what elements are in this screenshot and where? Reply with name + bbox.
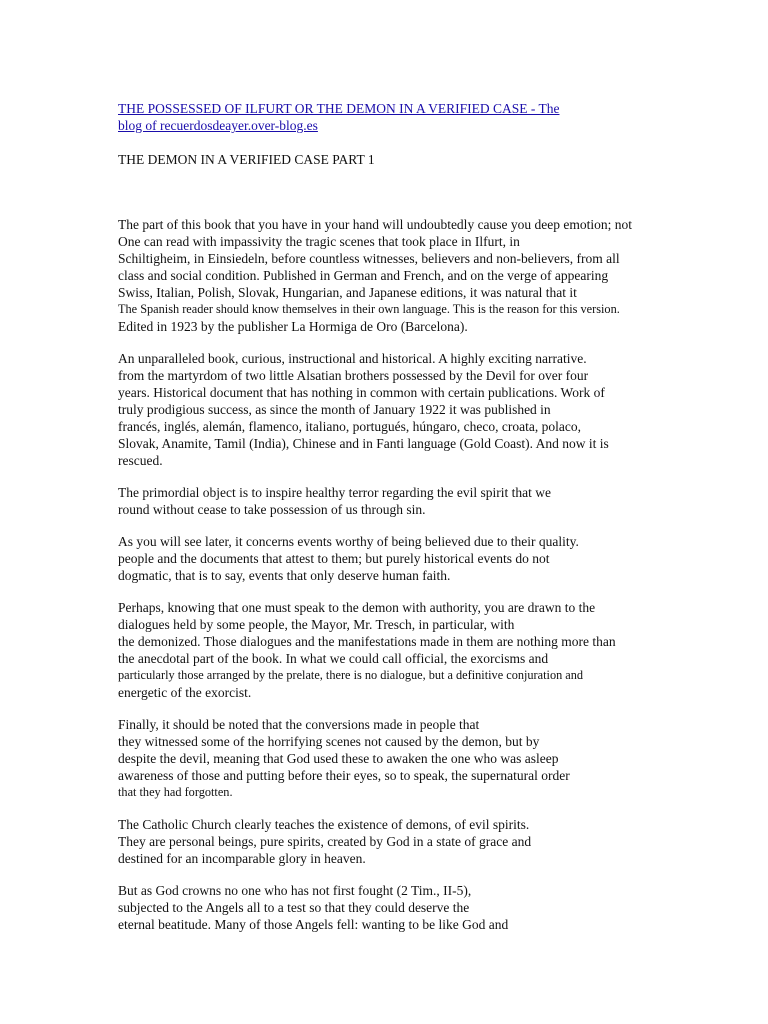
text-line: energetic of the exorcist. <box>118 685 252 700</box>
text-line: Perhaps, knowing that one must speak to the demon with authority, you are drawn to the <box>118 600 596 615</box>
text-line: An unparalleled book, curious, instructional and historical. A highly exciting narrative. <box>118 351 587 366</box>
text-line: Edited in 1923 by the publisher La Hormiga de Oro (Barcelona). <box>118 319 468 334</box>
document-body <box>118 216 718 948</box>
text-line: people and the documents that attest to them; but purely historical events do not <box>118 551 550 566</box>
text-line: They are personal beings, pure spirits, created by God in a state of grace and <box>118 834 532 849</box>
text-line: class and social condition. Published in German and French, and on the verge of appearing <box>118 268 609 283</box>
text-line: round without cease to take possession of us through sin. <box>118 502 426 517</box>
source-link-line[interactable]: THE POSSESSED OF ILFURT OR THE DEMON IN A VERIFIED CASE - The <box>118 101 560 116</box>
text-line: One can read with impassivity the tragic scenes that took place in Ilfurt, in <box>118 234 520 249</box>
source-link[interactable] <box>118 100 678 134</box>
paragraph <box>118 533 718 584</box>
paragraph <box>118 216 718 335</box>
text-line: Schiltigheim, in Einsiedeln, before countless witnesses, believers and non-believers, from all <box>118 251 620 266</box>
text-line: destined for an incomparable glory in heaven. <box>118 851 366 866</box>
text-line: dialogues held by some people, the Mayor, Mr. Tresch, in particular, with <box>118 617 515 632</box>
text-line: The part of this book that you have in your hand will undoubtedly cause you deep emotion; not <box>118 217 633 232</box>
text-line: awareness of those and putting before their eyes, so to speak, the supernatural order <box>118 768 570 783</box>
text-line: they witnessed some of the horrifying scenes not caused by the demon, but by <box>118 734 540 749</box>
paragraph <box>118 816 718 867</box>
paragraph <box>118 599 718 701</box>
text-line: from the martyrdom of two little Alsatian brothers possessed by the Devil for over four <box>118 368 589 383</box>
text-line: despite the devil, meaning that God used these to awaken the one who was asleep <box>118 751 559 766</box>
text-line: truly prodigious success, as since the month of January 1922 it was published in <box>118 402 551 417</box>
paragraph <box>118 350 718 469</box>
text-line: rescued. <box>118 453 163 468</box>
text-line: particularly those arranged by the prelate, there is no dialogue, but a definitive conjuration and <box>118 668 584 682</box>
paragraph <box>118 716 718 801</box>
text-line: Slovak, Anamite, Tamil (India), Chinese and in Fanti language (Gold Coast). And now it is <box>118 436 609 451</box>
text-line: As you will see later, it concerns events worthy of being believed due to their quality. <box>118 534 579 549</box>
text-line: the anecdotal part of the book. In what we could call official, the exorcisms and <box>118 651 549 666</box>
text-line: that they had forgotten. <box>118 785 233 799</box>
text-line: The primordial object is to inspire healthy terror regarding the evil spirit that we <box>118 485 551 500</box>
text-line: But as God crowns no one who has not first fought (2 Tim., II-5), <box>118 883 472 898</box>
text-line: eternal beatitude. Many of those Angels fell: wanting to be like God and <box>118 917 509 932</box>
text-line: Finally, it should be noted that the conversions made in people that <box>118 717 480 732</box>
text-line: francés, inglés, alemán, flamenco, italiano, portugués, húngaro, checo, croata, polaco, <box>118 419 581 434</box>
text-line: the demonized. Those dialogues and the manifestations made in them are nothing more than <box>118 634 616 649</box>
text-line: years. Historical document that has nothing in common with certain publications. Work of <box>118 385 605 400</box>
text-line: The Spanish reader should know themselves in their own language. This is the reason for this version. <box>118 302 620 316</box>
text-line: subjected to the Angels all to a test so that they could deserve the <box>118 900 470 915</box>
text-line: The Catholic Church clearly teaches the existence of demons, of evil spirits. <box>118 817 530 832</box>
source-link-line[interactable]: blog of recuerdosdeayer.over-blog.es <box>118 118 318 133</box>
text-line: Swiss, Italian, Polish, Slovak, Hungarian, and Japanese editions, it was natural that it <box>118 285 577 300</box>
paragraph <box>118 484 718 518</box>
document-title: THE DEMON IN A VERIFIED CASE PART 1 <box>118 152 375 167</box>
text-line: dogmatic, that is to say, events that only deserve human faith. <box>118 568 451 583</box>
paragraph <box>118 882 718 933</box>
